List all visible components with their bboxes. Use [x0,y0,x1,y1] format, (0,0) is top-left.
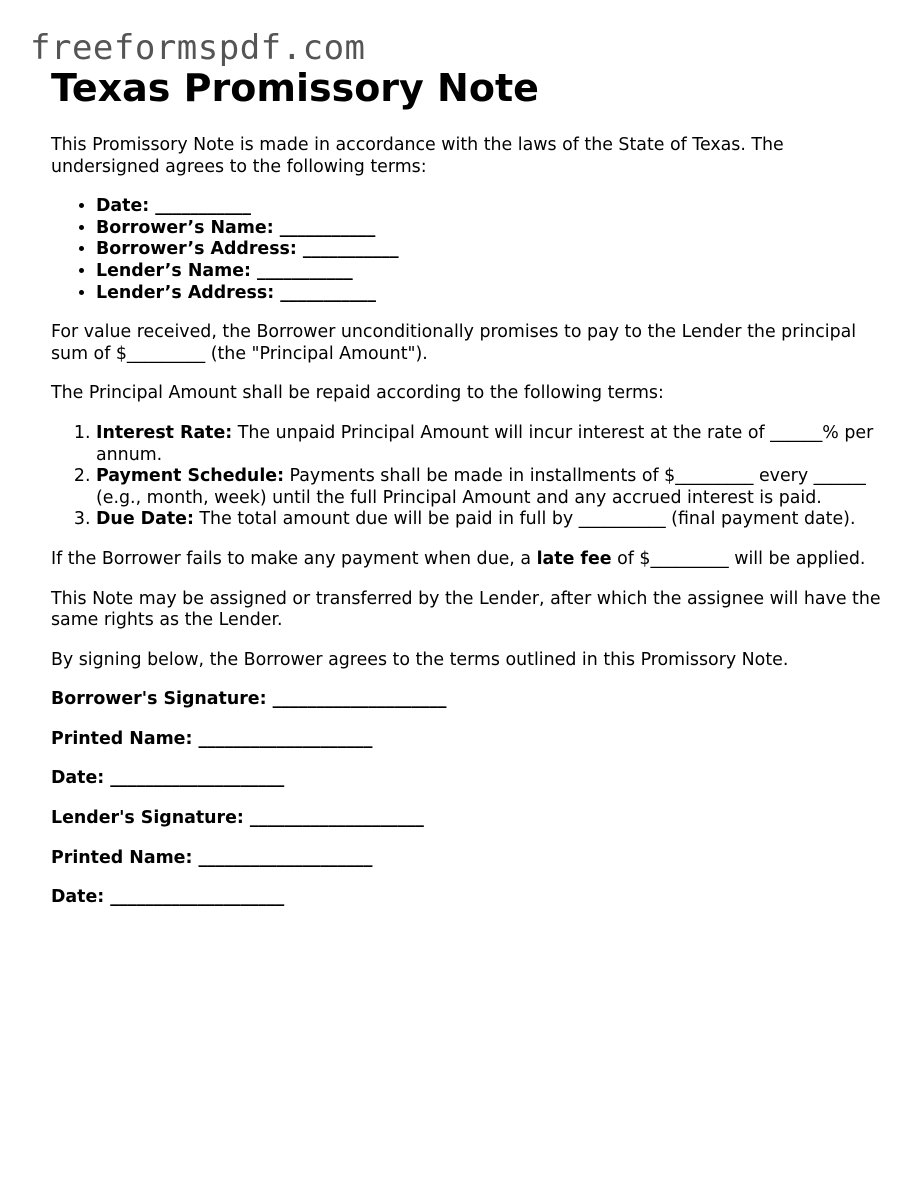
term-interest-rate [96,423,881,466]
parties-list [51,196,881,304]
assignment-clause: This Note may be assigned or transferred by the Lender, after which the assignee will have the same rights as the Lender. [51,588,881,631]
borrower-printed-name-line: Printed Name: ____________________ [51,728,373,749]
term-text: The total amount due will be paid in full by __________ (final payment date). [193,509,856,530]
field-date: • Date: ___________ [96,196,881,218]
term-label: Payment Schedule: [96,466,285,487]
late-fee-before: If the Borrower fails to make any payment when due, a [51,548,537,569]
late-fee-clause [51,549,881,571]
late-fee-label: late fee [536,548,612,569]
term-text: The unpaid Principal Amount will incur interest at the rate of ______% per annum. [96,422,874,465]
borrower-date-line: Date: ____________________ [51,768,285,789]
document [51,64,881,909]
field-borrower-name: • Borrower’s Name: ___________ [96,218,881,240]
term-text: Payments shall be made in installments of $_________ every ______ (e.g., month, week) until the full Principal Amount and any accrued interest is paid. [96,466,866,508]
terms-list [51,423,881,531]
field-borrower-address: • Borrower’s Address: ___________ [96,239,881,261]
lender-signature-line: Lender's Signature: ____________________ [51,808,424,829]
lender-date-line: Date: ____________________ [51,887,285,908]
borrower-signature-line: Borrower's Signature: ____________________ [51,689,447,710]
term-due-date [96,509,881,531]
principal-clause: For value received, the Borrower unconditionally promises to pay to the Lender the principal sum of $_________ (the "Principal Amount"). [51,322,857,364]
watermark-logo: freeformspdf.com [30,28,366,68]
late-fee-after: of $_________ will be applied. [611,548,866,569]
terms-intro: The Principal Amount shall be repaid according to the following terms: [51,383,664,404]
field-lender-address: • Lender’s Address: ___________ [96,283,881,305]
lender-printed-name-line: Printed Name: ____________________ [51,847,373,868]
signing-intro: By signing below, the Borrower agrees to the terms outlined in this Promissory Note. [51,649,789,670]
field-lender-name: • Lender’s Name: ___________ [96,261,881,283]
term-payment-schedule [96,466,881,509]
document-title: Texas Promissory Note [51,66,539,110]
term-label: Due Date: [96,509,194,530]
term-label: Interest Rate: [96,422,233,443]
intro-paragraph: This Promissory Note is made in accordance with the laws of the State of Texas. The undersigned agrees to the following terms: [51,135,784,177]
